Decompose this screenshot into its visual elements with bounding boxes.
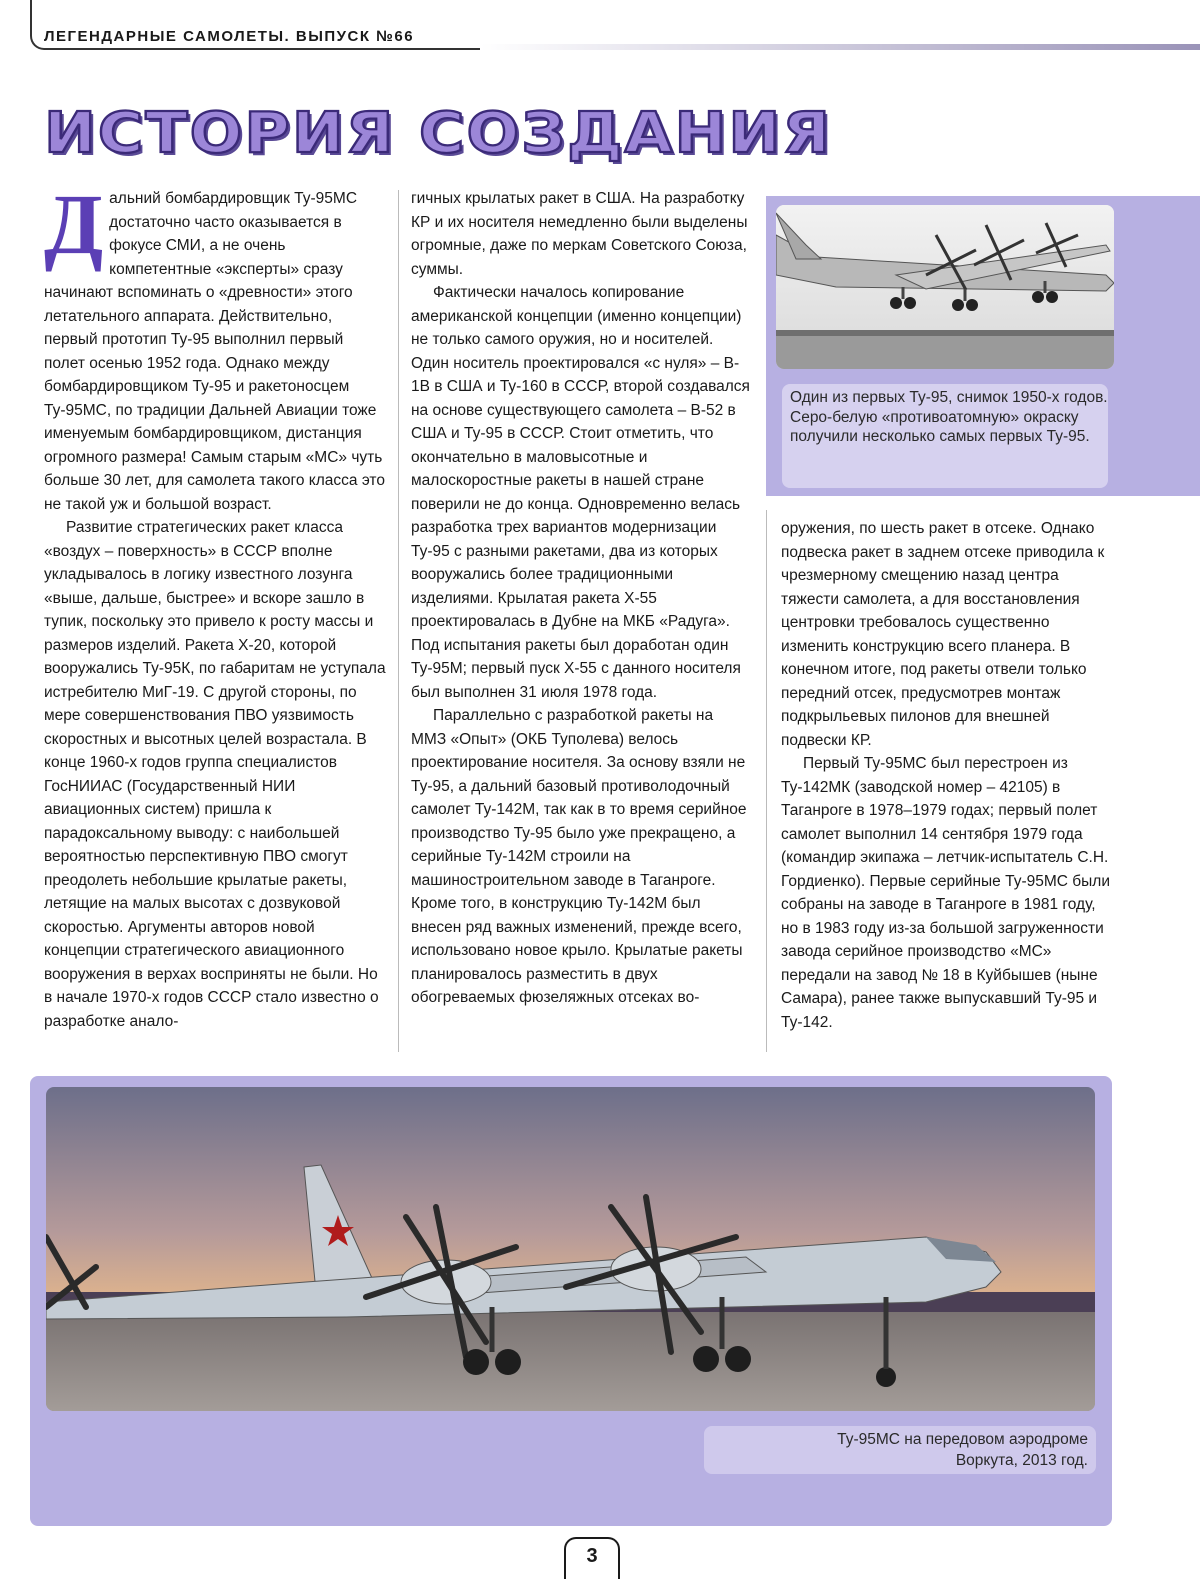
header-gradient-bar [480, 44, 1200, 50]
drop-cap: Д [44, 176, 104, 272]
tu95-historic-photo [776, 205, 1114, 369]
top-photo-caption: Один из первых Ту-95, снимок 1950-х годов. Серо-белую «противоатомную» окраску получили несколько самых первых Ту-95. [782, 384, 1108, 488]
paragraph: оружения, по шесть ракет в отсеке. Однако подвеска ракет в заднем отсеке приводила к чрезмерному смещению назад центра тяжести самолета, а для восстановления центровки требовалось существенно изменить конструкцию всего планера. В конечном итоге, под ракеты отвели только передний отсек, предусмотрев монтаж подкрыльевых пилонов для внешней подвески КР. [781, 520, 1105, 749]
article-column-2 [411, 187, 751, 1010]
series-title: ЛЕГЕНДАРНЫЕ САМОЛЕТЫ. ВЫПУСК №66 [44, 28, 415, 45]
paragraph [44, 176, 386, 516]
page-number: 3 [564, 1537, 620, 1579]
article-headline: ИСТОРИЯ СОЗДАНИЯ [44, 100, 833, 166]
paragraph-text: альний бомбардировщик Ту-95МС достаточно часто оказывается в фокусе СМИ, а не очень компетентные «эксперты» сразу начинают вспоминать о «древности» этого летательного аппарата. Действительно, первый прототип Ту-95 выполнил первый полет осенью 1952 года. Однако между бомбардировщиком Ту-95 и ракетоносцем Ту-95МС, по традиции Дальней Авиации тоже именуемым бомбардировщиком, дистанция огромного размера! Самым старым «МС» чуть больше 30 лет, для самолета такого класса это не такой уж и большой возраст. [44, 190, 385, 513]
paragraph: Развитие стратегических ракет класса «воздух – поверхность» в СССР вполне укладывалось в логику известного лозунга «выше, дальше, быстрее» и вскоре зашло в тупик, поскольку это привело к росту массы и размеров изделий. Ракета Х-20, которой вооружались Ту-95К, по габаритам не уступала истребителю МиГ-19. С другой стороны, по мере совершенствования ПВО уязвимость скоростных и высотных целей возрастала. В конце 1960-х годов группа специалистов ГосНИИАС (Государственный НИИ авиационных систем) пришла к парадоксальному выводу: с наибольшей вероятностью перспективную ПВО смогут преодолеть небольшие крылатые ракеты, летящие на малых высотах с дозвуковой скоростью. Аргументы авторов новой концепции стратегического авиационного вооружения в верхах восприняты не были. Но в начале 1970-х годов СССР стало известно о разработке анало- [44, 519, 386, 1030]
paragraph: Параллельно с разработкой ракеты на ММЗ «Опыт» (ОКБ Туполева) велось проектирование носителя. За основу взяли не Ту-95, а дальний базовый противолодочный самолет Ту-142М, так как в то время серийное производство Ту-95 было уже прекращено, а серийные Ту-142М строили на машиностроительном заводе в Таганроге. Кроме того, в конструкцию Ту-142М был внесен ряд важных изменений, прежде всего, использовано новое крыло. Крылатые ракеты планировалось разместить в двух обогреваемых фюзеляжных отсеках во- [411, 707, 747, 1006]
paragraph: гичных крылатых ракет в США. На разработку КР и их носителя немедленно были выделены огромные, даже по меркам Советского Союза, суммы. [411, 190, 748, 278]
tu95-historic-illustration [776, 205, 1114, 369]
bottom-caption-line: Воркута, 2013 год. [955, 1452, 1088, 1469]
paragraph: Фактически началось копирование американской концепции (именно концепции) не только самого оружия, но и носителей. Один носитель проектировался «с нуля» – B-1B в США и Ту-160 в СССР, второй создавался на основе существующего самолета – B-52 в США и Ту-95 в СССР. Стоит отметить, что окончательно в маловысотные и малоскоростные ракеты в нашей стране поверили не до конца. Одновременно велась разработка трех вариантов модернизации Ту-95 с разными ракетами, два из которых вооружались более традиционными изделиями. Крылатая ракета Х-55 проектировалась в Дубне на МКБ «Радуга». Под испытания ракеты был доработан один Ту-95М; первый пуск Х-55 с данного носителя был выполнен 31 июля 1978 года. [411, 284, 750, 701]
tu95ms-illustration [46, 1087, 1095, 1411]
paragraph: Первый Ту-95МС был перестроен из Ту-142МК (заводской номер – 42105) в Таганроге в 1978–1979 годах; первый полет самолет выполнил 14 сентября 1979 года (командир экипажа – летчик-испытатель С.Н. Гордиенко). Первые серийные Ту-95МС были собраны на заводе в Таганроге в 1981 году, но в 1983 году из-за большой загруженности завода серийное производство «МС» передали на завод № 18 в Куйбышев (ныне Самара), ранее также выпускавший Ту-95 и Ту-142. [781, 755, 1110, 1031]
column-divider [766, 510, 767, 1052]
article-column-1 [44, 176, 386, 1033]
article-column-3 [781, 517, 1116, 1034]
tu95ms-vorkuta-photo [46, 1087, 1095, 1411]
bottom-photo-caption [704, 1426, 1096, 1474]
column-divider [398, 190, 399, 1052]
bottom-caption-line: Ту-95МС на передовом аэродроме [837, 1431, 1088, 1448]
